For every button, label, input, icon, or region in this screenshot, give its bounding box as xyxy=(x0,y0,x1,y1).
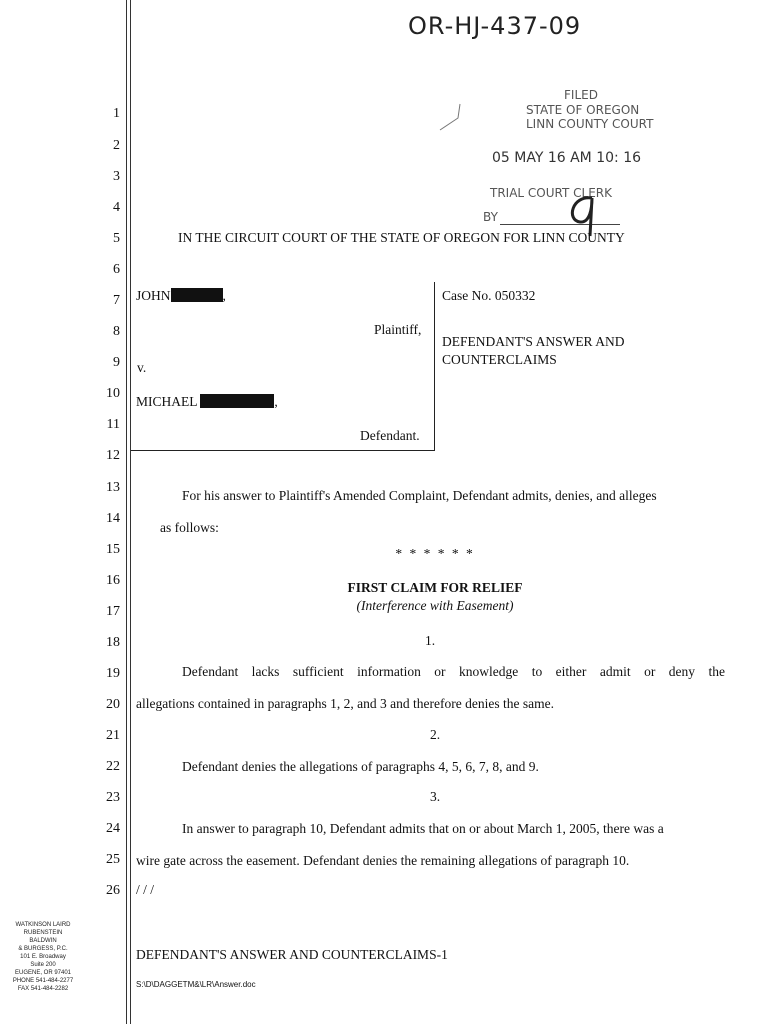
stamp-line-filed: FILED xyxy=(564,88,598,102)
left-margin-rule-2 xyxy=(130,0,131,1024)
line-number: 20 xyxy=(106,697,120,712)
claim-subheading: (Interference with Easement) xyxy=(356,598,514,613)
line-number: 8 xyxy=(113,324,120,339)
line-number: 12 xyxy=(106,448,120,463)
firm-line: FAX 541-484-2282 xyxy=(17,986,69,992)
firm-line: EUGENE, OR 97401 xyxy=(14,970,72,976)
line-number: 24 xyxy=(106,821,120,836)
versus: v. xyxy=(137,360,147,375)
intro-line-1: For his answer to Plaintiff's Amended Complaint, Defendant admits, denies, and alleges xyxy=(182,488,657,503)
line-number: 10 xyxy=(106,386,120,401)
redaction-bar xyxy=(200,394,274,408)
caption-box-right-border xyxy=(434,282,435,450)
defendant-name xyxy=(136,394,278,410)
court-title: IN THE CIRCUIT COURT OF THE STATE OF OREGON FOR LINN COUNTY xyxy=(178,230,625,245)
line-number: 25 xyxy=(106,852,120,867)
document-title-line-2: COUNTERCLAIMS xyxy=(442,352,557,367)
continuation-mark: / / / xyxy=(136,882,155,897)
plaintiff-comma: , xyxy=(222,288,226,303)
stamp-date: 05 MAY 16 AM 10: 16 xyxy=(492,150,642,166)
line-number: 9 xyxy=(113,355,120,370)
line-number: 1 xyxy=(113,106,120,121)
paragraph-3-line-2: wire gate across the easement. Defendant denies the remaining allegations of paragraph 10. xyxy=(136,853,630,868)
defendant-comma: , xyxy=(274,394,278,409)
document-title-line-1: DEFENDANT'S ANSWER AND xyxy=(442,334,625,349)
line-number: 22 xyxy=(106,759,120,774)
stamp-mark xyxy=(430,100,470,140)
firm-line: & BURGESS, P.C. xyxy=(18,946,68,952)
firm-line: WATKINSON LAIRD xyxy=(15,922,71,928)
stamp-line-state: STATE OF OREGON xyxy=(526,103,640,117)
line-number: 7 xyxy=(113,293,120,308)
defendant-role: Defendant. xyxy=(360,428,420,443)
line-number: 15 xyxy=(106,542,120,557)
line-number: 21 xyxy=(106,728,120,743)
paragraph-number: 2. xyxy=(429,727,441,742)
paragraph-number: 3. xyxy=(429,789,441,804)
case-number: Case No. 050332 xyxy=(442,288,536,303)
handwritten-case-number: OR-HJ-437-09 xyxy=(408,12,582,40)
line-number: 3 xyxy=(113,169,120,184)
line-number: 4 xyxy=(113,200,120,215)
line-number: 26 xyxy=(106,883,120,898)
plaintiff-name xyxy=(136,288,226,304)
paragraph-1-line-2: allegations contained in paragraphs 1, 2, and 3 and therefore denies the same. xyxy=(136,696,554,711)
stamp-by: BY xyxy=(483,210,498,224)
paragraph-2-line-1: Defendant denies the allegations of paragraphs 4, 5, 6, 7, 8, and 9. xyxy=(182,759,539,774)
line-number: 13 xyxy=(106,480,120,495)
paragraph-3-line-1: In answer to paragraph 10, Defendant admits that on or about March 1, 2005, there was a xyxy=(182,821,664,836)
firm-line: Suite 200 xyxy=(30,962,56,968)
stamp-clerk: TRIAL COURT CLERK xyxy=(490,186,612,200)
line-number: 18 xyxy=(106,635,120,650)
plaintiff-first-name: JOHN xyxy=(136,288,171,303)
stamp-line-court: LINN COUNTY COURT xyxy=(526,117,654,131)
caption-box-bottom-border xyxy=(131,450,435,451)
intro-line-2: as follows: xyxy=(160,520,219,535)
line-number: 11 xyxy=(106,417,120,432)
line-number: 17 xyxy=(106,604,120,619)
line-number: 2 xyxy=(113,138,120,153)
footer-title: DEFENDANT'S ANSWER AND COUNTERCLAIMS-1 xyxy=(136,947,448,962)
line-number: 14 xyxy=(106,511,120,526)
line-number: 16 xyxy=(106,573,120,588)
firm-line: 101 E. Broadway xyxy=(20,954,66,960)
footer-file-path: S:\D\DAGGETM&\LR\Answer.doc xyxy=(136,980,256,989)
stamp-by-line xyxy=(500,224,620,225)
redaction-bar xyxy=(171,288,223,302)
claim-heading: FIRST CLAIM FOR RELIEF xyxy=(347,580,523,595)
left-margin-rule-1 xyxy=(126,0,127,1024)
asterisk-separator: * * * * * * xyxy=(395,546,475,561)
defendant-first-name: MICHAEL xyxy=(136,394,197,409)
paragraph-1-line-1: Defendant lacks sufficient information or knowledge to either admit or deny the xyxy=(182,664,725,679)
firm-line: PHONE 541-484-2277 xyxy=(12,978,74,984)
paragraph-number: 1. xyxy=(424,633,436,648)
firm-line: BALDWIN xyxy=(29,938,57,944)
line-number: 19 xyxy=(106,666,120,681)
line-number: 5 xyxy=(113,231,120,246)
line-number: 6 xyxy=(113,262,120,277)
line-number: 23 xyxy=(106,790,120,805)
firm-line: RUBENSTEIN xyxy=(23,930,63,936)
plaintiff-role: Plaintiff, xyxy=(374,322,422,337)
